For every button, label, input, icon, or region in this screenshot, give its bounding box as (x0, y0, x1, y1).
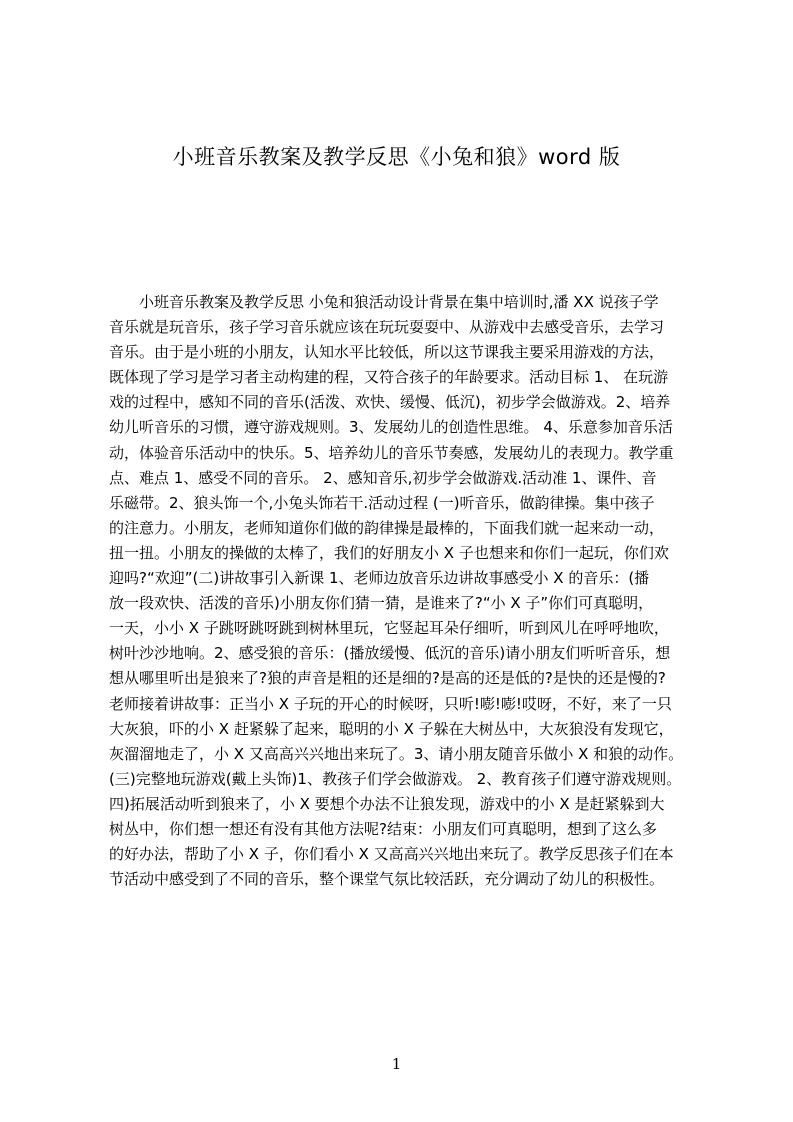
body-line: 一天，小小 X 子跳呀跳呀跳到树林里玩，它竖起耳朵仔细听，听到风儿在呼呼地吹， (109, 619, 669, 638)
body-line: 老师接着讲故事：正当小 X 子玩的开心的时候呀，只听!嘭!嘭!哎呀，不好，来了一只 (109, 694, 672, 713)
body-line: 点、难点 1、感受不同的音乐。 2、感知音乐,初步学会做游戏.活动准 1、课件、音 (109, 468, 657, 487)
body-line: 树叶沙沙地响。2、感受狼的音乐：(播放缓慢、低沉的音乐)请小朋友们听听音乐，想 (109, 644, 671, 663)
body-line: 既体现了学习是学习者主动构建的程，又符合孩子的年龄要求。活动目标 1、 在玩游 (109, 368, 669, 387)
body-line: 想从哪里听出是狼来了?狼的声音是粗的还是细的?是高的还是低的?是快的还是慢的? (109, 669, 666, 688)
body-line: 戏的过程中，感知不同的音乐(活泼、欢快、缓慢、低沉)，初步学会做游戏。2、培养 (109, 393, 671, 412)
body-line: 音乐。由于是小班的小朋友，认知水平比较低，所以这节课我主要采用游戏的方法， (109, 343, 665, 362)
body-line: 音乐就是玩音乐，孩子学习音乐就应该在玩玩耍耍中、从游戏中去感受音乐，去学习 (109, 318, 665, 337)
document-title: 小班音乐教案及教学反思《小兔和狼》word 版 (172, 145, 621, 169)
body-line: 幼儿听音乐的习惯，遵守游戏规则。3、发展幼儿的创造性思维。 4、乐意参加音乐活 (109, 418, 673, 437)
body-line: 乐磁带。2、狼头饰一个,小兔头饰若干.活动过程 (一)听音乐，做韵律操。集中孩子 (109, 493, 655, 512)
body-line: (三)完整地玩游戏(戴上头饰)1、教孩子们学会做游戏。 2、教育孩子们遵守游戏规则。 (109, 769, 682, 788)
document-body (109, 290, 698, 892)
body-line: 大灰狼，吓的小 X 赶紧躲了起来，聪明的小 X 子躲在大树丛中，大灰狼没有发现它， (109, 719, 674, 738)
body-line: 节活动中感受到了不同的音乐，整个课堂气氛比较活跃，充分调动了幼儿的积极性。 (109, 870, 665, 889)
body-line: 动，体验音乐活动中的快乐。5、培养幼儿的音乐节奏感，发展幼儿的表现力。教学重 (109, 443, 674, 462)
body-line: 树丛中，你们想一想还有没有其他方法呢?结束：小朋友们可真聪明，想到了这么多 (109, 819, 657, 838)
body-line: 放一段欢快、活泼的音乐)小朋友你们猜一猜，是谁来了?“小 X 子”你们可真聪明， (109, 594, 654, 613)
body-line: 四)拓展活动听到狼来了，小 X 要想个办法不让狼发现，游戏中的小 X 是赶紧躲到大 (109, 794, 665, 813)
body-line: 小班音乐教案及教学反思 小兔和狼活动设计背景在集中培训时,潘 XX 说孩子学 (139, 293, 659, 311)
body-line: 迎吗?“欢迎”(二)讲故事引入新课 1、老师边放音乐边讲故事感受小 X 的音乐：(播 (109, 569, 650, 588)
body-line: 的好办法，帮助了小 X 子，你们看小 X 又高高兴兴地出来玩了。教学反思孩子们在本 (109, 845, 674, 864)
body-line: 扭一扭。小朋友的操做的太棒了，我们的好朋友小 X 子也想来和你们一起玩，你们欢 (109, 543, 669, 562)
page-number: 1 (391, 1055, 402, 1073)
body-line: 的注意力。小朋友，老师知道你们做的韵律操是最棒的，下面我们就一起来动一动， (109, 518, 665, 537)
body-line: 灰溜溜地走了，小 X 又高高兴兴地出来玩了。3、请小朋友随音乐做小 X 和狼的动作。 (109, 744, 684, 763)
